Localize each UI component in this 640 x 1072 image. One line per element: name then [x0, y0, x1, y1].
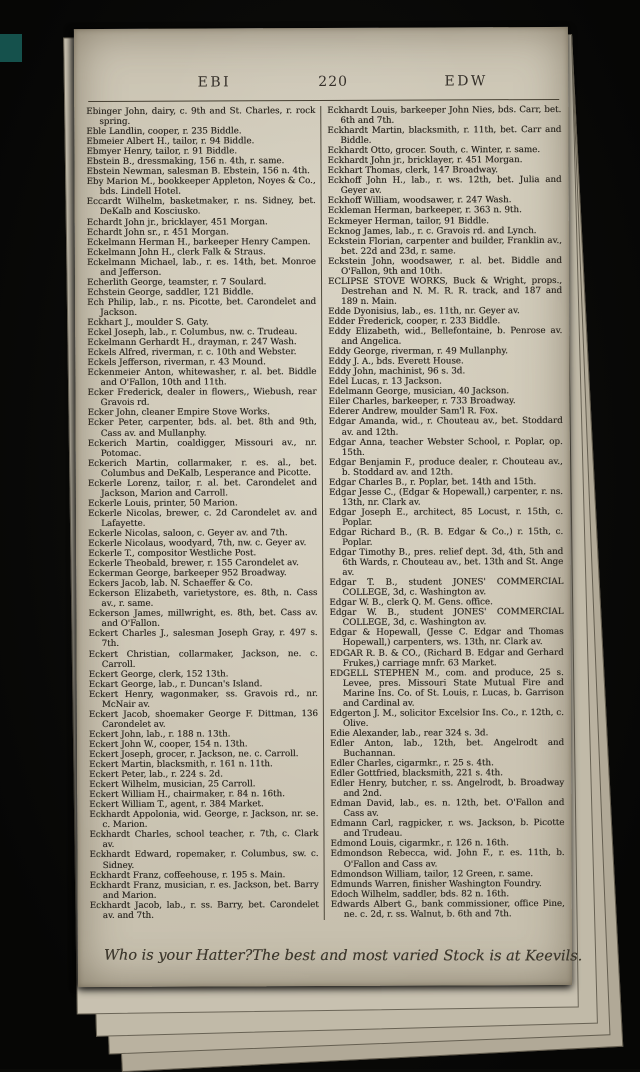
- directory-entry: Eckhardt Louis, barkeeper John Nies, bds. Carr, bet. 6th and 7th.: [327, 104, 562, 126]
- directory-entry: Ebmeier Albert H., tailor, r. 94 Biddle.: [86, 136, 255, 148]
- directory-entry: Edmann Carl, ragpicker, r. ws. Jackson, b. Picotte and Trudeau.: [330, 818, 565, 840]
- footer-question: Who is your Hatter?: [103, 947, 253, 964]
- directory-entry: Eckleman Herman, barkeeper, r. 363 n. 9th.: [327, 205, 522, 217]
- directory-entry: Edman David, lab., es. n. 12th, bet. O'Fallon and Cass av.: [330, 798, 565, 820]
- directory-entry: Eckhardt Jacob, lab., r. ss. Barry, bet. Carondelet av. and 7th.: [89, 899, 319, 921]
- footer-answer: The best and most varied Stock is at Keevils.: [252, 947, 583, 965]
- directory-entry: Eckhardt Franz, coffeehouse, r. 195 s. Main.: [89, 869, 286, 881]
- directory-entry: Eckert Henry, wagonmaker, ss. Gravois rd., nr. McNair av.: [88, 688, 318, 710]
- right-column: [321, 105, 565, 920]
- directory-entry: Edgar Joseph E., architect, 85 Locust, r. 15th, c. Poplar.: [329, 506, 564, 528]
- directory-entry: Eckers Jacob, lab. N. Schaeffer & Co.: [88, 578, 253, 590]
- directory-entry: Edgar Anna, teacher Webster School, r. Poplar, op. 15th.: [328, 436, 563, 458]
- directory-entry: Eckerle Theobald, brewer, r. 155 Carondelet av.: [88, 558, 299, 570]
- directory-entry: Echardt John sr., r. 451 Morgan.: [86, 226, 229, 238]
- directory-entry: Eckhardt Appolonia, wid. George, r. Jackson, nr. se. c. Marion.: [89, 809, 319, 831]
- directory-entry: Eckert Wilhelm, musician, 25 Carroll.: [89, 779, 256, 791]
- directory-entry: Eckelmann John H., clerk Falk & Straus.: [86, 246, 266, 258]
- directory-entry: Edler Henry, butcher, r. ss. Angelrodt, b. Broadway and 2nd.: [330, 778, 565, 800]
- directory-entry: Eckerson Elizabeth, varietystore, es. 8th, n. Cass av., r. same.: [88, 588, 318, 610]
- directory-entry: Edgerton J. M., solicitor Excelsior Ins. Co., r. 12th, c. Olive.: [329, 707, 564, 729]
- directory-entry: Eckert Christian, collarmaker, Jackson, ne. c. Carroll.: [88, 648, 318, 670]
- directory-entry: EDGAR R. B. & CO., (Richard B. Edgar and Gerhard Frukes,) carriage mnfr. 63 Market.: [329, 647, 564, 669]
- directory-entry: Eckelmann Michael, lab., r. es. 14th, bet. Monroe and Jefferson.: [86, 256, 316, 278]
- directory-entry: Ecker John, cleaner Empire Stove Works.: [87, 407, 270, 419]
- directory-entry: Ebinger John, dairy, c. 9th and St. Charles, r. rock spring.: [86, 106, 316, 128]
- directory-entry: Eckhart J., moulder S. Gaty.: [87, 317, 209, 329]
- directory-entry: Ecker Frederick, dealer in flowers,, Wiebush, rear Gravois rd.: [87, 387, 317, 409]
- directory-entry: Edler Charles, cigarmkr., r. 25 s. 4th.: [330, 758, 494, 770]
- directory-entry: Edgar Benjamin F., produce dealer, r. Chouteau av., b. Stoddard av. and 12th.: [328, 456, 563, 478]
- directory-entry: Eddy George, riverman, r. 49 Mullanphy.: [328, 346, 508, 358]
- directory-entry: Eccardt Wilhelm, basketmaker, r. ns. Sidney, bet. DeKalb and Kosciusko.: [86, 196, 316, 218]
- directory-entry: Eckerle Nicolas, saloon, c. Geyer av. and 7th.: [88, 528, 288, 539]
- directory-entry: Eckert John W., cooper, 154 n. 13th.: [89, 739, 248, 750]
- directory-entry: Eckhart Thomas, clerk, 147 Broadway.: [327, 165, 498, 177]
- directory-entry: Edder Frederick, cooper, r. 233 Biddle.: [328, 316, 501, 327]
- directory-entry: Edel Lucas, r. 13 Jackson.: [328, 376, 442, 388]
- directory-entry: Eckerich Martin, coaldigger, Missouri av., nr. Potomac.: [87, 437, 317, 459]
- directory-entry: Ederer Andrew, moulder Sam'l R. Fox.: [328, 406, 498, 418]
- directory-entry: Edmondson Rebecca, wid. John F., r. es. 11th, b. O'Fallon and Cass av.: [330, 848, 565, 870]
- directory-entry: Eckhardt Edward, ropemaker, r. Columbus, sw. c. Sidney.: [89, 849, 319, 871]
- directory-entry: Eckert William T., agent, r. 384 Market.: [89, 799, 264, 811]
- directory-entry: Eiler Charles, barkeeper, r. 733 Broadway.: [328, 396, 516, 408]
- directory-entry: Eckhardt John jr., bricklayer, r. 451 Morgan.: [327, 155, 523, 167]
- directory-entry: Eckerman George, barkeeper 952 Broadway.: [88, 568, 287, 580]
- page-header: [86, 27, 561, 101]
- directory-entry: Eckerle Nicolas, brewer, c. 2d Carondelet av. and Lafayette.: [88, 507, 318, 529]
- directory-columns: [86, 105, 565, 921]
- book-page: [74, 27, 583, 987]
- directory-entry: Eckerle Nicolaus, woodyard, 7th, nw. c. Geyer av.: [88, 538, 307, 550]
- directory-entry: Ech Philip, lab., r. ns. Picotte, bet. Carondelet and Jackson.: [87, 296, 317, 318]
- directory-entry: Edler Gottfried, blacksmith, 221 s. 4th.: [330, 768, 503, 780]
- directory-entry: Eble Landlin, cooper, r. 235 Biddle.: [86, 126, 242, 138]
- directory-entry: Edler Anton, lab., 12th, bet. Angelrodt and Buchannan.: [330, 737, 565, 759]
- directory-entry: Eckerle Louis, printer, 50 Marion.: [87, 498, 238, 509]
- directory-entry: Edmondson William, tailor, 12 Green, r. same.: [330, 868, 534, 880]
- directory-entry: Eckert Jacob, shoemaker George F. Dittman, 136 Carondelet av.: [88, 708, 318, 730]
- directory-entry: Ebstein B., dressmaking, 156 n. 4th, r. same.: [86, 156, 285, 168]
- directory-entry: Edgar & Hopewall, (Jesse C. Edgar and Thomas Hopewall,) carpenters, ws. 13th, nr. Clark av.: [329, 627, 564, 649]
- directory-entry: Eckels Jefferson, riverman, r. 43 Mound.: [87, 357, 266, 369]
- directory-entry: Eckert John, lab., r. 188 n. 13th.: [88, 729, 231, 740]
- directory-entry: Eckerich Martin, collarmaker, r. es. al., bet. Columbus and DeKalb, Lesperance and Picotte.: [87, 457, 317, 479]
- directory-entry: Edgar Amanda, wid., r. Chouteau av., bet. Stoddard av. and 12th.: [328, 416, 563, 438]
- directory-entry: Eckhoff John H., lab., r. ws. 12th, bet. Julia and Geyer av.: [327, 175, 562, 197]
- directory-entry: Eddy J. A., bds. Everett House.: [328, 356, 464, 368]
- directory-entry: Eckels Alfred, riverman, r. c. 10th and Webster.: [87, 347, 297, 359]
- directory-entry: Echardt John jr., bricklayer, 451 Morgan.: [86, 216, 268, 228]
- directory-entry: Edie Alexander, lab., rear 324 s. 3d.: [329, 728, 489, 739]
- directory-entry: Echstein George, saddler, 121 Biddle.: [87, 287, 254, 298]
- directory-entry: Eckert Martin, blacksmith, r. 161 n. 11th.: [89, 759, 273, 771]
- directory-entry: Edgar Jesse C., (Edgar & Hopewall,) carpenter, r. ns. 13th, nr. Clark av.: [328, 486, 563, 508]
- directory-entry: Edgar Charles B., r. Poplar, bet. 14th and 15th.: [328, 476, 537, 488]
- directory-entry: Eckert George, clerk, 152 13th.: [88, 669, 229, 680]
- directory-entry: Eckhoff William, woodsawer, r. 247 Wash.: [327, 195, 512, 207]
- directory-entry: Eckerle Lorenz, tailor, r. al. bet. Carondelet and Jackson, Marion and Carroll.: [87, 477, 317, 499]
- directory-entry: Eckelmann Herman H., barkeeper Henry Campen.: [86, 236, 311, 248]
- directory-entry: Edgar Richard B., (R. B. Edgar & Co.,) r. 15th, c. Poplar.: [329, 526, 564, 548]
- directory-entry: Eckstein Florian, carpenter and builder, Franklin av., bet. 22d and 23d, r. same.: [327, 235, 562, 257]
- directory-entry: Edoch Wilhelm, saddler, bds. 82 n. 16th.: [330, 888, 510, 900]
- directory-entry: Eckerle T., compositor Westliche Post.: [88, 548, 257, 560]
- directory-entry: Eckhardt Franz, musician, r. es. Jackson, bet. Barry and Marion.: [89, 879, 319, 901]
- directory-entry: Ebstein Newman, salesman B. Ebstein, 156 n. 4th.: [86, 166, 310, 178]
- directory-entry: Eckmeyer Herman, tailor, 91 Biddle.: [327, 215, 489, 227]
- directory-entry: Edelmann George, musician, 40 Jackson.: [328, 386, 510, 398]
- directory-entry: Eddy Elizabeth, wid., Bellefontaine, b. Penrose av. and Angelica.: [328, 325, 563, 347]
- directory-entry: Eckenmeier Anton, whitewasher, r. al. bet. Biddle and O'Fallon, 10th and 11th.: [87, 367, 317, 389]
- page-content: [74, 27, 583, 987]
- directory-entry: Eckert William H., chairmaker, r. 84 n. 16th.: [89, 789, 285, 801]
- directory-entry: Eckhardt Charles, school teacher, r. 7th, c. Clark av.: [89, 829, 319, 851]
- directory-entry: Eckert Charles J., salesman Joseph Gray, r. 497 s. 7th.: [88, 628, 318, 650]
- directory-entry: Edmond Louis, cigarmkr., r. 126 n. 16th.: [330, 838, 509, 850]
- directory-entry: Eckerson James, millwright, es. 8th, bet. Cass av. and O'Fallon.: [88, 608, 318, 630]
- directory-entry: Ecknog James, lab., r. c. Gravois rd. and Lynch.: [327, 225, 537, 237]
- page-footer: [78, 947, 583, 965]
- directory-entry: Eckert Joseph, grocer, r. Jackson, ne. c. Carroll.: [89, 749, 299, 761]
- directory-entry: Echerlith George, teamster, r. 7 Soulard.: [86, 277, 267, 288]
- section-letters-left: EBI: [197, 74, 232, 91]
- page-number: 220: [318, 73, 349, 91]
- directory-entry: Eddy John, machinist, 96 s. 3d.: [328, 366, 466, 378]
- directory-entry: Edde Dyonisius, lab., es. 11th, nr. Geyer av.: [328, 306, 520, 317]
- directory-entry: Eckart George, lab., r. Duncan's Island.: [88, 678, 263, 690]
- directory-entry: ECLIPSE STOVE WORKS, Buck & Wright, props., Destrehan and N. M. R. R. track, and 187 and 189 n. Main.: [327, 275, 563, 307]
- directory-entry: Eckhardt Martin, blacksmith, r. 11th, bet. Carr and Biddle.: [327, 125, 562, 147]
- directory-entry: Eckert Peter, lab., r. 224 s. 2d.: [89, 769, 223, 781]
- directory-entry: Ebmyer Henry, tailor, r. 91 Biddle.: [86, 146, 238, 158]
- directory-entry: Edgar W. B., student JONES' COMMERCIAL COLLEGE, 3d, c. Washington av.: [329, 607, 564, 629]
- accent-strip: [0, 34, 22, 62]
- directory-entry: EDGELL STEPHEN M., com. and produce, 25 s. Levee, pres. Missouri State Mutual Fire and Marine Ins. Co. of St. Louis, r. Lucas, b. Garrison and Cardinal av.: [329, 667, 564, 709]
- directory-entry: Eckelmann Gerhardt H., drayman, r. 247 Wash.: [87, 337, 297, 349]
- directory-entry: Eckhardt Otto, grocer. South, c. Winter, r. same.: [327, 145, 540, 157]
- directory-entry: Eby Marion M., bookkeeper Appleton, Noyes & Co., bds. Lindell Hotel.: [86, 176, 316, 198]
- directory-entry: Edgar T. B., student JONES' COMMERCIAL COLLEGE, 3d, c. Washington av.: [329, 577, 564, 599]
- section-letters-right: EDW: [444, 73, 488, 90]
- directory-entry: Edwards Albert G., bank commissioner, office Pine, ne. c. 2d, r. ss. Walnut, b. 6th and 7th.: [330, 898, 565, 920]
- directory-entry: Edmunds Warren, finisher Washington Foundry.: [330, 878, 542, 890]
- directory-entry: Edgar W. B., clerk Q. M. Gens. office.: [329, 597, 493, 609]
- directory-entry: Ecker Peter, carpenter, bds. al. bet. 8th and 9th, Cass av. and Mullanphy.: [87, 417, 317, 439]
- directory-entry: Eckstein John, woodsawer, r. al. bet. Biddle and O'Fallon, 9th and 10th.: [327, 255, 562, 277]
- left-column: [86, 106, 324, 921]
- directory-entry: Eckel Joseph, lab., r. Columbus, nw. c. Trudeau.: [87, 327, 298, 339]
- directory-entry: Edgar Timothy B., pres. relief dept. 3d, 4th, 5th and 6th Wards, r. Chouteau av., bet. 13th and St. Ange av.: [329, 547, 564, 579]
